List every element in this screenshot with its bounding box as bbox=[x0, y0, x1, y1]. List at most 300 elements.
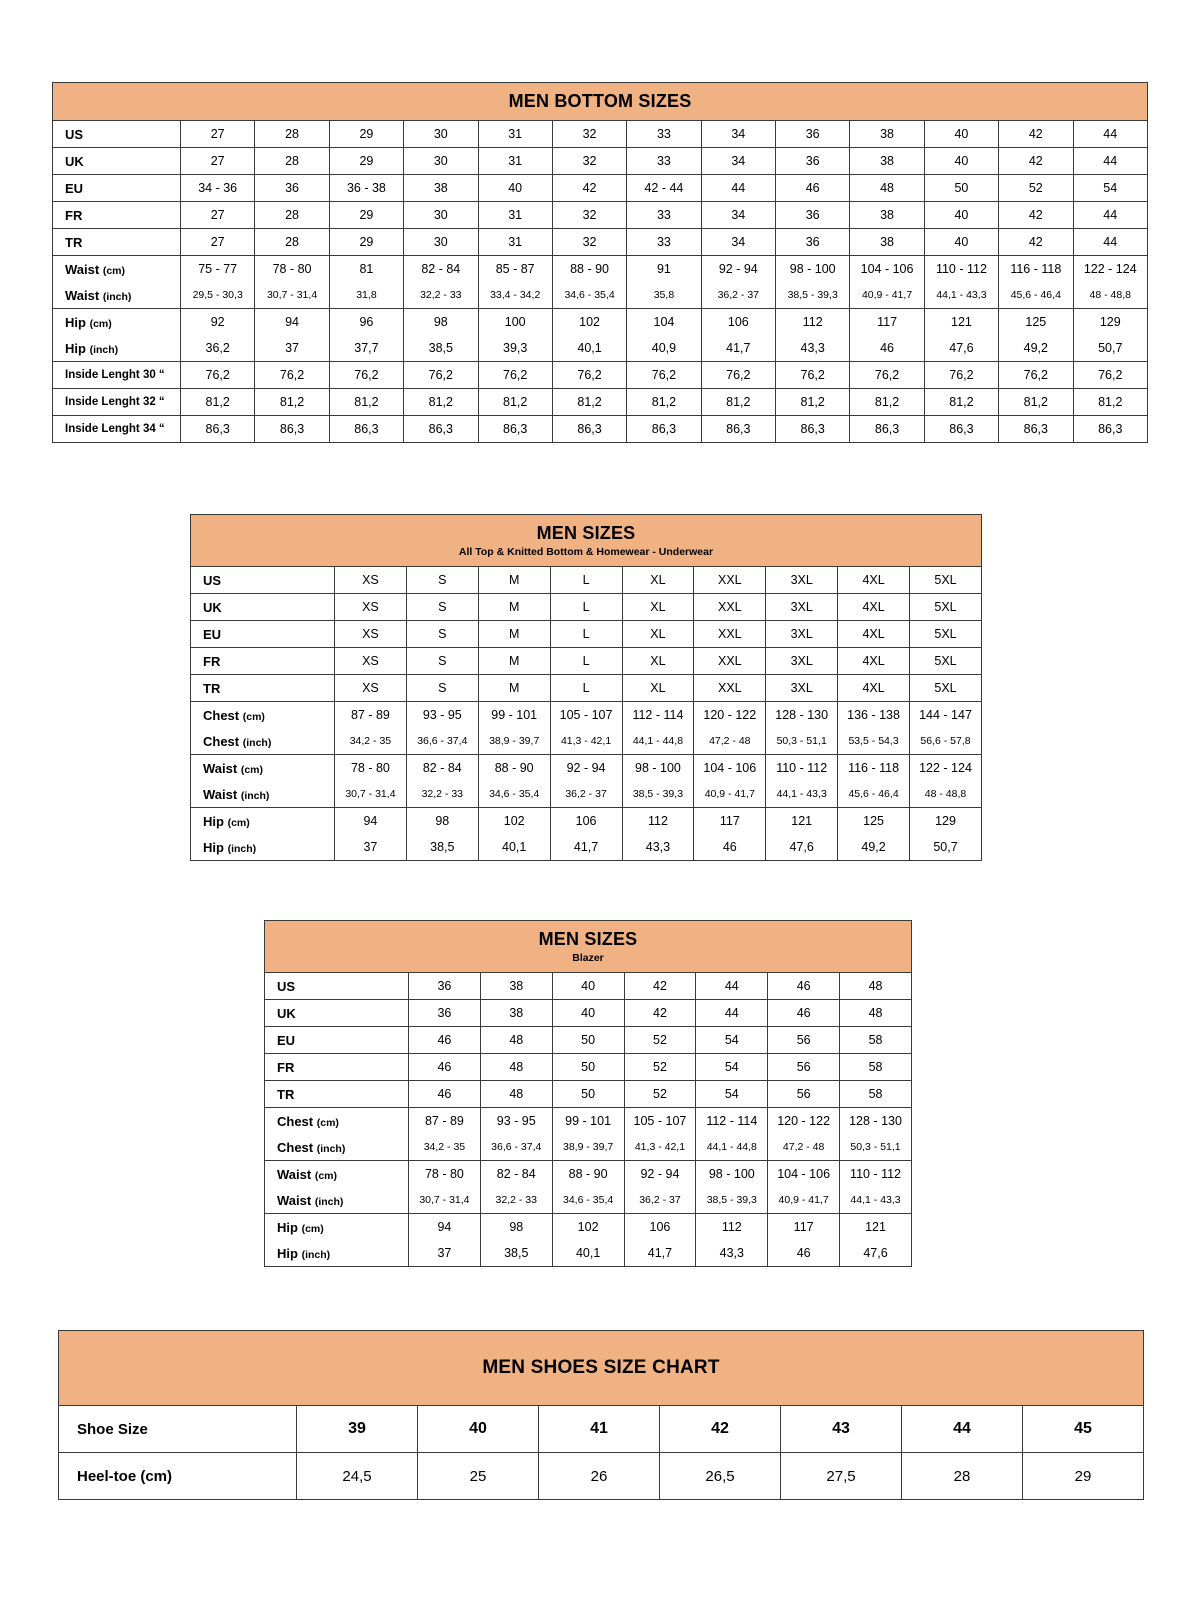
cell: 4XL bbox=[838, 567, 910, 594]
row-label-unit: (inch) bbox=[240, 789, 270, 802]
cell: 29 bbox=[329, 229, 403, 256]
cell: 56,6 - 57,8 bbox=[910, 728, 982, 755]
cell: M bbox=[478, 594, 550, 621]
cell: XL bbox=[622, 594, 694, 621]
cell: 47,6 bbox=[766, 834, 838, 861]
cell: 85 - 87 bbox=[478, 256, 552, 283]
row-label bbox=[53, 282, 181, 309]
cell: 78 - 80 bbox=[255, 256, 329, 283]
cell: 58 bbox=[840, 1054, 912, 1081]
cell: 46 bbox=[409, 1054, 481, 1081]
table-row bbox=[191, 675, 982, 702]
cell: 47,2 - 48 bbox=[768, 1134, 840, 1161]
cell: S bbox=[406, 567, 478, 594]
cell: 40,1 bbox=[552, 1240, 624, 1267]
row-label bbox=[191, 755, 335, 782]
table-row bbox=[53, 389, 1148, 416]
row-label: TR bbox=[53, 229, 181, 256]
cell: 88 - 90 bbox=[552, 256, 626, 283]
row-label-text: Chest bbox=[277, 1113, 314, 1129]
cell: XXL bbox=[694, 675, 766, 702]
row-label-unit: (inch) bbox=[89, 343, 119, 356]
cell: 42 bbox=[624, 973, 696, 1000]
table-row bbox=[53, 256, 1148, 283]
cell: 41 bbox=[539, 1406, 660, 1453]
cell: 44 bbox=[701, 175, 775, 202]
row-label-text: Hip bbox=[203, 813, 224, 829]
cell: XL bbox=[622, 621, 694, 648]
cell: S bbox=[406, 675, 478, 702]
cell: 43 bbox=[781, 1406, 902, 1453]
row-label-unit: (cm) bbox=[301, 1222, 324, 1235]
cell: 5XL bbox=[910, 675, 982, 702]
cell: 76,2 bbox=[181, 362, 255, 389]
table-subtitle: All Top & Knitted Bottom & Homewear - Underwear bbox=[458, 546, 714, 558]
cell: 34,2 - 35 bbox=[335, 728, 407, 755]
cell: 98 bbox=[480, 1214, 552, 1241]
cell: 43,3 bbox=[696, 1240, 768, 1267]
table-row bbox=[53, 148, 1148, 175]
cell: 136 - 138 bbox=[838, 702, 910, 729]
cell: 52 bbox=[999, 175, 1073, 202]
cell: 46 bbox=[768, 1000, 840, 1027]
cell: XS bbox=[335, 567, 407, 594]
cell: 120 - 122 bbox=[768, 1108, 840, 1135]
cell: 56 bbox=[768, 1054, 840, 1081]
cell: 5XL bbox=[910, 594, 982, 621]
cell: 29 bbox=[329, 148, 403, 175]
cell: 44 bbox=[696, 1000, 768, 1027]
cell: 31 bbox=[478, 202, 552, 229]
cell: 81,2 bbox=[478, 389, 552, 416]
row-label bbox=[265, 1134, 409, 1161]
table-title-row bbox=[53, 83, 1148, 121]
cell: 112 bbox=[776, 309, 850, 336]
cell: 45,6 - 46,4 bbox=[999, 282, 1073, 309]
cell: 28 bbox=[255, 148, 329, 175]
row-label-text: Waist bbox=[277, 1166, 312, 1182]
cell: 116 - 118 bbox=[838, 755, 910, 782]
table-men-sizes-blazer bbox=[264, 920, 912, 1267]
table-row bbox=[265, 1240, 912, 1267]
table-row bbox=[265, 1027, 912, 1054]
cell: XS bbox=[335, 621, 407, 648]
table-row bbox=[53, 229, 1148, 256]
cell: 40 bbox=[552, 973, 624, 1000]
row-label-unit: (inch) bbox=[314, 1195, 344, 1208]
cell: 99 - 101 bbox=[552, 1108, 624, 1135]
cell: 41,3 - 42,1 bbox=[550, 728, 622, 755]
table-row bbox=[191, 594, 982, 621]
cell: 81,2 bbox=[255, 389, 329, 416]
cell: 30,7 - 31,4 bbox=[335, 781, 407, 808]
cell: 36 bbox=[776, 229, 850, 256]
cell: 50 bbox=[552, 1027, 624, 1054]
cell: 94 bbox=[335, 808, 407, 835]
cell: 104 - 106 bbox=[694, 755, 766, 782]
cell: 98 - 100 bbox=[622, 755, 694, 782]
cell: 99 - 101 bbox=[478, 702, 550, 729]
cell: XXL bbox=[694, 594, 766, 621]
row-label bbox=[191, 702, 335, 729]
cell: 48 bbox=[840, 1000, 912, 1027]
table-row bbox=[265, 1161, 912, 1188]
cell: 128 - 130 bbox=[840, 1108, 912, 1135]
size-table bbox=[58, 1330, 1144, 1500]
cell: 93 - 95 bbox=[406, 702, 478, 729]
cell: 50,7 bbox=[1073, 335, 1148, 362]
cell: 37 bbox=[409, 1240, 481, 1267]
row-label: EU bbox=[53, 175, 181, 202]
cell: 36,6 - 37,4 bbox=[480, 1134, 552, 1161]
cell: 58 bbox=[840, 1081, 912, 1108]
cell: 42 bbox=[999, 229, 1073, 256]
cell: 81,2 bbox=[552, 389, 626, 416]
row-label-text: Hip bbox=[65, 314, 86, 330]
cell: 86,3 bbox=[850, 416, 924, 443]
cell: 75 - 77 bbox=[181, 256, 255, 283]
cell: 36,2 bbox=[181, 335, 255, 362]
table-row bbox=[265, 973, 912, 1000]
table-row bbox=[191, 808, 982, 835]
cell: 29,5 - 30,3 bbox=[181, 282, 255, 309]
row-label: Shoe Size bbox=[59, 1406, 297, 1453]
cell: 76,2 bbox=[999, 362, 1073, 389]
table-row bbox=[59, 1453, 1144, 1500]
cell: 86,3 bbox=[776, 416, 850, 443]
cell: 76,2 bbox=[255, 362, 329, 389]
row-label: US bbox=[191, 567, 335, 594]
cell: 48 bbox=[480, 1027, 552, 1054]
cell: 38 bbox=[404, 175, 478, 202]
cell: 106 bbox=[624, 1214, 696, 1241]
cell: 46 bbox=[409, 1081, 481, 1108]
row-label: FR bbox=[191, 648, 335, 675]
row-label-unit: (cm) bbox=[89, 317, 112, 330]
cell: 42 bbox=[999, 121, 1073, 148]
cell: 34,6 - 35,4 bbox=[478, 781, 550, 808]
cell: 121 bbox=[766, 808, 838, 835]
cell: XL bbox=[622, 567, 694, 594]
cell: 38 bbox=[850, 121, 924, 148]
table-men-shoes-size-chart bbox=[58, 1330, 1144, 1500]
cell: 88 - 90 bbox=[478, 755, 550, 782]
cell: 94 bbox=[409, 1214, 481, 1241]
cell: 86,3 bbox=[701, 416, 775, 443]
cell: S bbox=[406, 648, 478, 675]
cell: 30,7 - 31,4 bbox=[255, 282, 329, 309]
cell: 112 bbox=[696, 1214, 768, 1241]
cell: 86,3 bbox=[478, 416, 552, 443]
cell: 98 bbox=[404, 309, 478, 336]
cell: 34 bbox=[701, 202, 775, 229]
cell: 104 - 106 bbox=[850, 256, 924, 283]
cell: XL bbox=[622, 675, 694, 702]
row-label-unit: (inch) bbox=[301, 1248, 331, 1261]
cell: 30,7 - 31,4 bbox=[409, 1187, 481, 1214]
cell: 26,5 bbox=[660, 1453, 781, 1500]
row-label-unit: (cm) bbox=[240, 763, 263, 776]
cell: 45 bbox=[1023, 1406, 1144, 1453]
row-label: FR bbox=[265, 1054, 409, 1081]
cell: 81,2 bbox=[701, 389, 775, 416]
cell: L bbox=[550, 648, 622, 675]
cell: 44 bbox=[1073, 121, 1148, 148]
table-row bbox=[265, 1214, 912, 1241]
table-title-row bbox=[191, 515, 982, 567]
cell: 41,7 bbox=[701, 335, 775, 362]
cell: 76,2 bbox=[924, 362, 998, 389]
cell: 44 bbox=[1073, 202, 1148, 229]
cell: 35,8 bbox=[627, 282, 701, 309]
cell: L bbox=[550, 621, 622, 648]
cell: 29 bbox=[329, 202, 403, 229]
cell: 38,9 - 39,7 bbox=[478, 728, 550, 755]
cell: 33,4 - 34,2 bbox=[478, 282, 552, 309]
cell: 110 - 112 bbox=[766, 755, 838, 782]
cell: 40,9 - 41,7 bbox=[694, 781, 766, 808]
row-label bbox=[191, 728, 335, 755]
cell: 42 bbox=[624, 1000, 696, 1027]
cell: 48 bbox=[840, 973, 912, 1000]
cell: 96 bbox=[329, 309, 403, 336]
cell: 37 bbox=[335, 834, 407, 861]
cell: 33 bbox=[627, 202, 701, 229]
cell: 39,3 bbox=[478, 335, 552, 362]
cell: XXL bbox=[694, 621, 766, 648]
cell: 86,3 bbox=[181, 416, 255, 443]
cell: 82 - 84 bbox=[406, 755, 478, 782]
cell: 87 - 89 bbox=[409, 1108, 481, 1135]
table-row bbox=[265, 1081, 912, 1108]
table-row bbox=[53, 282, 1148, 309]
cell: 116 - 118 bbox=[999, 256, 1073, 283]
cell: 31 bbox=[478, 121, 552, 148]
cell: 46 bbox=[409, 1027, 481, 1054]
cell: 54 bbox=[1073, 175, 1148, 202]
cell: 34,2 - 35 bbox=[409, 1134, 481, 1161]
cell: 36 bbox=[776, 202, 850, 229]
cell: 110 - 112 bbox=[840, 1161, 912, 1188]
table-title bbox=[191, 515, 982, 567]
cell: 81,2 bbox=[329, 389, 403, 416]
table-row bbox=[265, 1000, 912, 1027]
table-row bbox=[53, 202, 1148, 229]
cell: 86,3 bbox=[627, 416, 701, 443]
table-title-text: MEN SIZES bbox=[538, 929, 638, 949]
cell: 78 - 80 bbox=[409, 1161, 481, 1188]
cell: 50,3 - 51,1 bbox=[766, 728, 838, 755]
cell: 36 bbox=[776, 148, 850, 175]
cell: 144 - 147 bbox=[910, 702, 982, 729]
cell: 117 bbox=[768, 1214, 840, 1241]
cell: 91 bbox=[627, 256, 701, 283]
cell: 30 bbox=[404, 121, 478, 148]
cell: 86,3 bbox=[255, 416, 329, 443]
cell: 40 bbox=[924, 148, 998, 175]
cell: 5XL bbox=[910, 648, 982, 675]
table-title: MEN SHOES SIZE CHART bbox=[59, 1331, 1144, 1406]
cell: 43,3 bbox=[776, 335, 850, 362]
row-label: UK bbox=[265, 1000, 409, 1027]
cell: 34 bbox=[701, 121, 775, 148]
cell: 76,2 bbox=[701, 362, 775, 389]
cell: 86,3 bbox=[329, 416, 403, 443]
row-label-text: Hip bbox=[277, 1219, 298, 1235]
cell: 76,2 bbox=[627, 362, 701, 389]
row-label: TR bbox=[265, 1081, 409, 1108]
cell: 106 bbox=[701, 309, 775, 336]
cell: 40,1 bbox=[552, 335, 626, 362]
cell: 48 bbox=[850, 175, 924, 202]
row-label-unit: (cm) bbox=[227, 816, 250, 829]
cell: 31,8 bbox=[329, 282, 403, 309]
cell: 44 bbox=[902, 1406, 1023, 1453]
row-label-unit: (inch) bbox=[242, 736, 272, 749]
cell: 76,2 bbox=[776, 362, 850, 389]
row-label: Inside Lenght 34 “ bbox=[53, 416, 181, 443]
row-label: Inside Lenght 30 “ bbox=[53, 362, 181, 389]
row-label-text: Hip bbox=[65, 340, 86, 356]
cell: XL bbox=[622, 648, 694, 675]
cell: 36 bbox=[255, 175, 329, 202]
cell: 25 bbox=[418, 1453, 539, 1500]
cell: 40 bbox=[924, 202, 998, 229]
cell: 40,1 bbox=[478, 834, 550, 861]
table-row bbox=[53, 335, 1148, 362]
table-row bbox=[191, 648, 982, 675]
cell: 38 bbox=[850, 148, 924, 175]
row-label: US bbox=[53, 121, 181, 148]
cell: 86,3 bbox=[1073, 416, 1148, 443]
cell: 112 bbox=[622, 808, 694, 835]
cell: XXL bbox=[694, 648, 766, 675]
cell: 98 - 100 bbox=[776, 256, 850, 283]
row-label-text: Hip bbox=[277, 1245, 298, 1261]
cell: 76,2 bbox=[1073, 362, 1148, 389]
cell: XS bbox=[335, 594, 407, 621]
table-row bbox=[191, 702, 982, 729]
cell: 112 - 114 bbox=[622, 702, 694, 729]
cell: 4XL bbox=[838, 594, 910, 621]
cell: 39 bbox=[297, 1406, 418, 1453]
table-row bbox=[265, 1134, 912, 1161]
cell: 38,5 - 39,3 bbox=[696, 1187, 768, 1214]
cell: 42 bbox=[999, 148, 1073, 175]
row-label bbox=[53, 309, 181, 336]
cell: 92 - 94 bbox=[701, 256, 775, 283]
cell: 87 - 89 bbox=[335, 702, 407, 729]
cell: 44,1 - 44,8 bbox=[622, 728, 694, 755]
row-label: EU bbox=[191, 621, 335, 648]
cell: 86,3 bbox=[404, 416, 478, 443]
cell: 81,2 bbox=[627, 389, 701, 416]
cell: 44,1 - 43,3 bbox=[840, 1187, 912, 1214]
cell: 48 - 48,8 bbox=[1073, 282, 1148, 309]
cell: 129 bbox=[1073, 309, 1148, 336]
row-label-text: Waist bbox=[203, 786, 238, 802]
cell: 58 bbox=[840, 1027, 912, 1054]
table-title-row bbox=[265, 921, 912, 973]
cell: 38,5 - 39,3 bbox=[622, 781, 694, 808]
cell: 121 bbox=[924, 309, 998, 336]
table-row bbox=[191, 834, 982, 861]
table-subtitle: Blazer bbox=[572, 952, 604, 964]
cell: 4XL bbox=[838, 675, 910, 702]
cell: 82 - 84 bbox=[404, 256, 478, 283]
row-label bbox=[191, 808, 335, 835]
table-row bbox=[265, 1108, 912, 1135]
table-row bbox=[191, 621, 982, 648]
cell: 52 bbox=[624, 1081, 696, 1108]
row-label: UK bbox=[191, 594, 335, 621]
cell: 33 bbox=[627, 121, 701, 148]
cell: 81,2 bbox=[924, 389, 998, 416]
cell: 30 bbox=[404, 202, 478, 229]
cell: 36,2 - 37 bbox=[701, 282, 775, 309]
cell: 36,6 - 37,4 bbox=[406, 728, 478, 755]
cell: 38,9 - 39,7 bbox=[552, 1134, 624, 1161]
cell: 125 bbox=[999, 309, 1073, 336]
cell: 44 bbox=[1073, 229, 1148, 256]
row-label-text: Chest bbox=[277, 1139, 314, 1155]
cell: 38,5 bbox=[404, 335, 478, 362]
cell: 40,9 - 41,7 bbox=[768, 1187, 840, 1214]
row-label-unit: (cm) bbox=[242, 710, 265, 723]
cell: 48 - 48,8 bbox=[910, 781, 982, 808]
cell: 31 bbox=[478, 229, 552, 256]
cell: 34 bbox=[701, 229, 775, 256]
cell: 32,2 - 33 bbox=[406, 781, 478, 808]
cell: 110 - 112 bbox=[924, 256, 998, 283]
cell: 43,3 bbox=[622, 834, 694, 861]
cell: 37,7 bbox=[329, 335, 403, 362]
cell: 40,9 - 41,7 bbox=[850, 282, 924, 309]
row-label-unit: (cm) bbox=[102, 264, 125, 277]
cell: 102 bbox=[552, 309, 626, 336]
cell: 50,3 - 51,1 bbox=[840, 1134, 912, 1161]
row-label-text: Waist bbox=[277, 1192, 312, 1208]
row-label: FR bbox=[53, 202, 181, 229]
cell: 98 bbox=[406, 808, 478, 835]
cell: 50 bbox=[924, 175, 998, 202]
cell: 54 bbox=[696, 1027, 768, 1054]
cell: 76,2 bbox=[404, 362, 478, 389]
table-title: MEN BOTTOM SIZES bbox=[53, 83, 1148, 121]
cell: L bbox=[550, 567, 622, 594]
cell: 28 bbox=[902, 1453, 1023, 1500]
cell: 27 bbox=[181, 202, 255, 229]
cell: 49,2 bbox=[838, 834, 910, 861]
cell: 38,5 bbox=[480, 1240, 552, 1267]
cell: 26 bbox=[539, 1453, 660, 1500]
cell: 86,3 bbox=[924, 416, 998, 443]
cell: 54 bbox=[696, 1054, 768, 1081]
cell: 5XL bbox=[910, 621, 982, 648]
cell: 128 - 130 bbox=[766, 702, 838, 729]
cell: 40 bbox=[552, 1000, 624, 1027]
table-row bbox=[53, 121, 1148, 148]
cell: 40 bbox=[418, 1406, 539, 1453]
cell: 44,1 - 43,3 bbox=[924, 282, 998, 309]
table-row bbox=[191, 567, 982, 594]
cell: 81,2 bbox=[999, 389, 1073, 416]
cell: 46 bbox=[776, 175, 850, 202]
cell: 33 bbox=[627, 148, 701, 175]
cell: 93 - 95 bbox=[480, 1108, 552, 1135]
cell: 44,1 - 43,3 bbox=[766, 781, 838, 808]
cell: 30 bbox=[404, 148, 478, 175]
